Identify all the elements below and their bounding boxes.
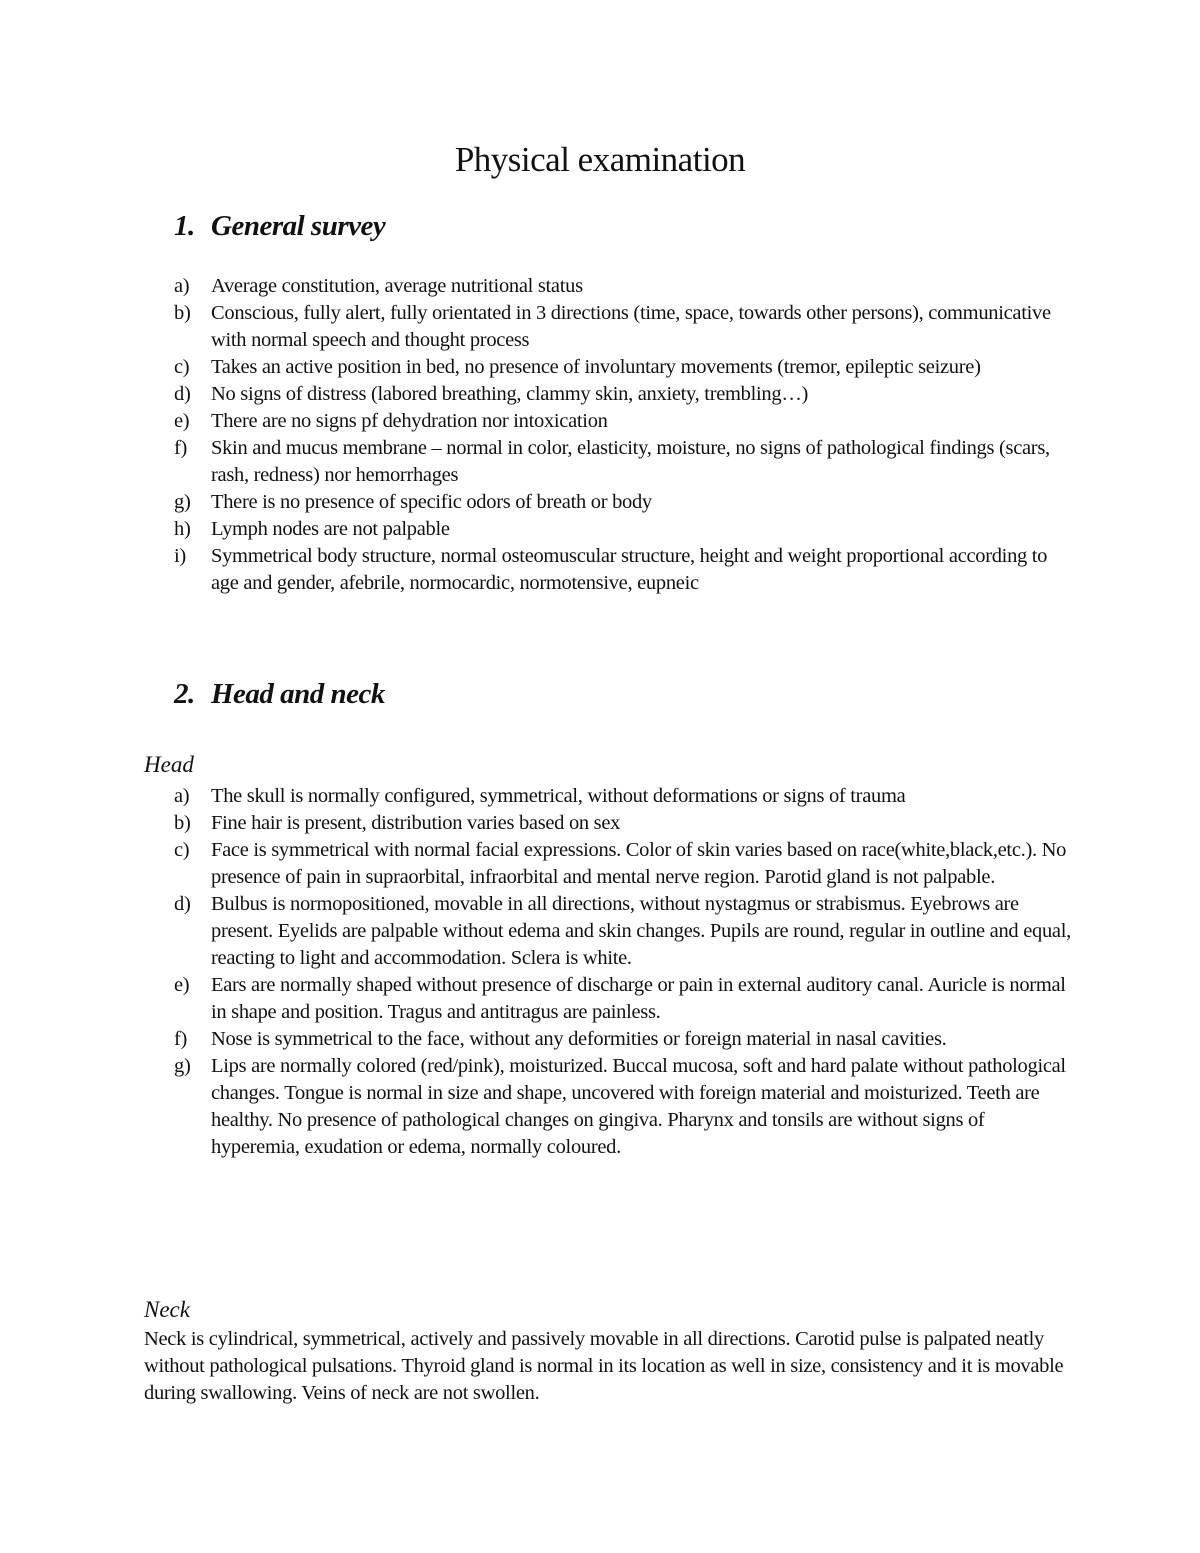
list-marker: a) bbox=[174, 275, 190, 297]
list-item-text: Skin and mucus membrane – normal in color, elasticity, moisture, no signs of pathological findings (scars, rash, redness) nor hemorrhages bbox=[211, 437, 1050, 486]
list-item-text: There is no presence of specific odors of breath or body bbox=[211, 491, 652, 513]
list-item bbox=[174, 489, 1074, 516]
list-marker: g) bbox=[174, 1055, 191, 1077]
list-item bbox=[174, 381, 1074, 408]
list-marker: f) bbox=[174, 437, 188, 459]
list-marker: a) bbox=[174, 785, 190, 807]
list-marker: e) bbox=[174, 410, 190, 432]
subheading-neck: Neck bbox=[144, 1297, 190, 1322]
list-item bbox=[174, 516, 1074, 543]
list-marker: d) bbox=[174, 893, 191, 915]
section-number: 2. bbox=[174, 678, 195, 710]
list-item bbox=[174, 273, 1074, 300]
section-heading-general-survey bbox=[174, 210, 385, 243]
general-survey-list bbox=[174, 273, 1074, 597]
section-heading-head-and-neck bbox=[174, 678, 385, 711]
list-marker: e) bbox=[174, 974, 190, 996]
list-marker: f) bbox=[174, 1028, 188, 1050]
list-item bbox=[174, 435, 1074, 489]
list-item-text: The skull is normally configured, symmetrical, without deformations or signs of trauma bbox=[211, 785, 906, 807]
list-item-text: Symmetrical body structure, normal osteomuscular structure, height and weight proportional according to age and gender, afebrile, normocardic, normotensive, eupneic bbox=[211, 545, 1048, 594]
list-marker: c) bbox=[174, 356, 190, 378]
list-item bbox=[174, 300, 1074, 354]
list-marker: c) bbox=[174, 839, 190, 861]
list-item-text: Ears are normally shaped without presence of discharge or pain in external auditory canal. Auricle is normal in shape and position. Tragus and antitragus are painless. bbox=[211, 974, 1066, 1023]
list-item-text: Nose is symmetrical to the face, without any deformities or foreign material in nasal cavities. bbox=[211, 1028, 947, 1050]
subheading-head: Head bbox=[144, 752, 194, 777]
list-marker: b) bbox=[174, 302, 191, 324]
list-marker: d) bbox=[174, 383, 191, 405]
neck-paragraph: Neck is cylindrical, symmetrical, actively and passively movable in all directions. Carotid pulse is palpated neatly without pathological pulsations. Thyroid gland is normal in its location as well in size, consistency and it is movable during swallowing. Veins of neck are not swollen. bbox=[144, 1328, 1064, 1404]
list-item bbox=[174, 783, 1074, 810]
list-item bbox=[174, 837, 1074, 891]
list-item-text: Fine hair is present, distribution varies based on sex bbox=[211, 812, 621, 834]
list-item-text: Lips are normally colored (red/pink), moisturized. Buccal mucosa, soft and hard palate without pathological changes. Tongue is normal in size and shape, uncovered with foreign material and moisturized. Teeth are healthy. No presence of pathological changes on gingiva. Pharynx and tonsils are without signs of hyperemia, exudation or edema, normally coloured. bbox=[211, 1055, 1066, 1158]
section-title: General survey bbox=[211, 210, 386, 242]
list-item bbox=[174, 810, 1074, 837]
list-item bbox=[174, 543, 1074, 597]
list-marker: h) bbox=[174, 518, 191, 540]
list-marker: g) bbox=[174, 491, 191, 513]
list-item-text: Average constitution, average nutritional status bbox=[211, 275, 583, 297]
list-item bbox=[174, 354, 1074, 381]
section-number: 1. bbox=[174, 210, 195, 242]
list-item bbox=[174, 891, 1074, 972]
list-item-text: Lymph nodes are not palpable bbox=[211, 518, 450, 540]
list-item-text: No signs of distress (labored breathing, clammy skin, anxiety, trembling…) bbox=[211, 383, 809, 405]
list-item bbox=[174, 408, 1074, 435]
list-marker: i) bbox=[174, 545, 186, 567]
list-item-text: There are no signs pf dehydration nor intoxication bbox=[211, 410, 608, 432]
list-item-text: Bulbus is normopositioned, movable in all directions, without nystagmus or strabismus. Eyebrows are present. Eyelids are palpable without edema and skin changes. Pupils are round, regular in outline and equal, reacting to light and accommodation. Sclera is white. bbox=[211, 893, 1071, 969]
list-item-text: Face is symmetrical with normal facial expressions. Color of skin varies based on race(white,black,etc.). No presence of pain in supraorbital, infraorbital and mental nerve region. Parotid gland is not palpable. bbox=[211, 839, 1067, 888]
list-item-text: Takes an active position in bed, no presence of involuntary movements (tremor, epileptic seizure) bbox=[211, 356, 981, 378]
list-item bbox=[174, 1026, 1074, 1053]
list-item bbox=[174, 1053, 1074, 1161]
head-list bbox=[174, 783, 1074, 1161]
list-item bbox=[174, 972, 1074, 1026]
page-title: Physical examination bbox=[454, 140, 746, 179]
list-item-text: Conscious, fully alert, fully orientated in 3 directions (time, space, towards other persons), communicative with normal speech and thought process bbox=[211, 302, 1051, 351]
section-title: Head and neck bbox=[211, 678, 385, 710]
list-marker: b) bbox=[174, 812, 191, 834]
